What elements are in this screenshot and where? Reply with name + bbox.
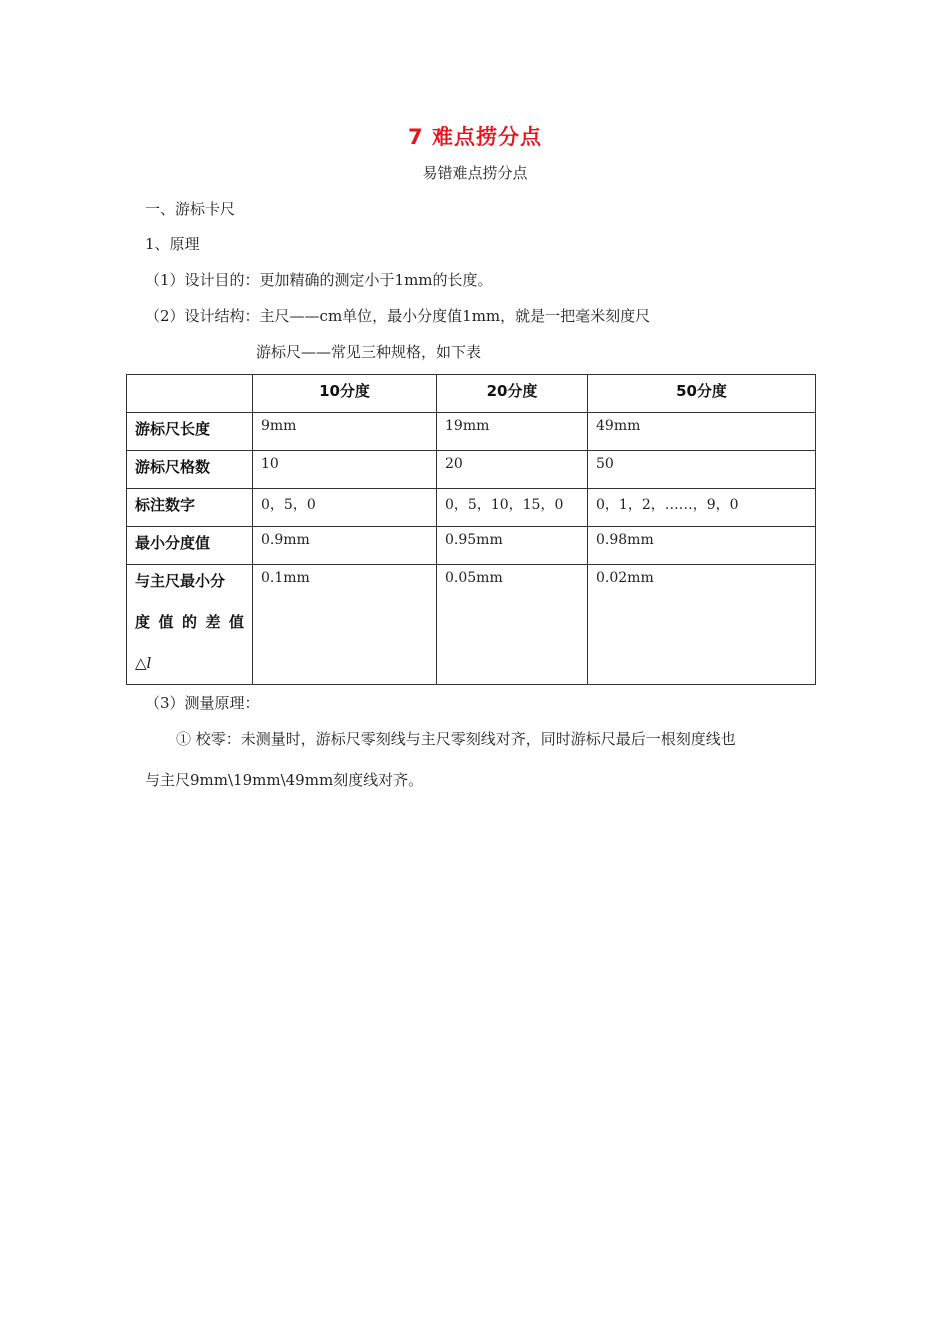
- table-header-cell: 20分度: [437, 375, 588, 413]
- paragraph-design-structure: （2）设计结构：主尺——cm单位，最小分度值1mm，就是一把毫米刻度尺: [145, 307, 651, 325]
- table-cell: 20: [437, 451, 588, 489]
- delta-l-symbol: [135, 643, 244, 684]
- section-heading: 一、游标卡尺: [145, 200, 236, 218]
- page-title: 7 难点捞分点: [408, 125, 542, 149]
- paragraph-design-purpose: （1）设计目的：更加精确的测定小于1mm的长度。: [145, 271, 493, 289]
- table-cell: 0.02mm: [588, 565, 816, 685]
- table-cell: 0，1，2，……，9，0: [588, 489, 816, 527]
- row-header-char: 的: [181, 613, 197, 631]
- paragraph-zeroing-1: ① 校零：未测量时，游标尺零刻线与主尺零刻线对齐，同时游标尺最后一根刻度线也: [176, 730, 736, 748]
- row-header-cell: 游标尺长度: [127, 413, 253, 451]
- table-cell: 10: [253, 451, 437, 489]
- paragraph-zeroing-2: 与主尺9mm\19mm\49mm刻度线对齐。: [145, 771, 424, 789]
- row-header-cell: 最小分度值: [127, 527, 253, 565]
- table-cell: 0.95mm: [437, 527, 588, 565]
- table-cell: 9mm: [253, 413, 437, 451]
- table-cell: 0.9mm: [253, 527, 437, 565]
- table-header-cell: 50分度: [588, 375, 816, 413]
- vernier-spec-table: [126, 374, 816, 685]
- subsection-heading: 1、原理: [145, 235, 200, 253]
- page-subtitle: 易错难点捞分点: [422, 164, 528, 182]
- row-header-line: 与主尺最小分: [135, 572, 226, 590]
- table-cell: 49mm: [588, 413, 816, 451]
- table-cell: 19mm: [437, 413, 588, 451]
- table-row: [127, 565, 816, 685]
- row-header-cell: [127, 565, 253, 685]
- table-cell: 50: [588, 451, 816, 489]
- row-header-char: 差: [205, 613, 221, 631]
- table-header-cell: 10分度: [253, 375, 437, 413]
- row-header-line: [135, 602, 244, 643]
- table-cell: 0，5，0: [253, 489, 437, 527]
- row-header-cell: 游标尺格数: [127, 451, 253, 489]
- table-cell: 0.1mm: [253, 565, 437, 685]
- table-header-row: [127, 375, 816, 413]
- table-cell: 0.05mm: [437, 565, 588, 685]
- delta-symbol: △: [135, 654, 147, 672]
- paragraph-measure-principle: （3）测量原理：: [145, 694, 260, 712]
- table-row: [127, 413, 816, 451]
- table-cell: 0.98mm: [588, 527, 816, 565]
- table-row: [127, 527, 816, 565]
- row-header-cell: 标注数字: [127, 489, 253, 527]
- variable-l: l: [146, 654, 152, 672]
- table-header-cell: [127, 375, 253, 413]
- paragraph-vernier-intro: 游标尺——常见三种规格，如下表: [256, 343, 482, 361]
- table-cell: 0，5，10，15，0: [437, 489, 588, 527]
- row-header-char: 值: [228, 613, 244, 631]
- row-header-char: 度: [135, 613, 151, 631]
- table-row: [127, 489, 816, 527]
- table-row: [127, 451, 816, 489]
- row-header-char: 值: [158, 613, 174, 631]
